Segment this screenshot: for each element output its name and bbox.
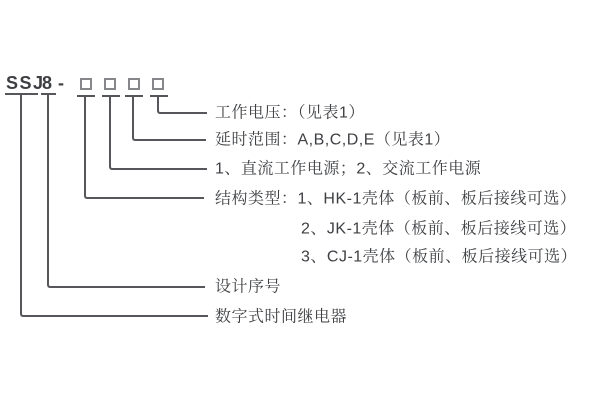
model-series: 8 [42, 73, 54, 93]
connector-product-name [20, 95, 208, 317]
callout-delay-range: 延时范围：A,B,C,D,E（见表1） [215, 131, 451, 149]
model-digit-box-1 [80, 78, 92, 90]
callout-working-voltage: 工作电压：（见表1） [215, 104, 365, 122]
model-separator: - [58, 73, 66, 93]
model-digit-box-4 [152, 78, 164, 90]
callout-power-supply-type: 1、直流工作电源；2、交流工作电源 [215, 160, 482, 178]
model-prefix: SSJ [6, 73, 45, 93]
model-digit-box-3 [128, 78, 140, 90]
callout-design-serial-number: 设计序号 [215, 278, 282, 296]
callout-structure-type: 结构类型：1、HK-1壳体（板前、板后接线可选） [215, 190, 577, 208]
callout-structure-type-option-3: 3、CJ-1壳体（板前、板后接线可选） [301, 248, 578, 266]
callout-structure-type-option-2: 2、JK-1壳体（板前、板后接线可选） [301, 220, 577, 238]
model-digit-box-2 [104, 78, 116, 90]
callout-product-name: 数字式时间继电器 [215, 308, 348, 326]
